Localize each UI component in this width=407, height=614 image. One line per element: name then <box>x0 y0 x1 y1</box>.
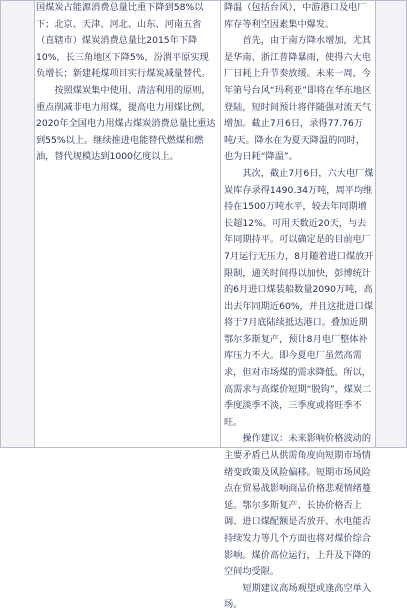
right-para-1: 降温（包括台风），中游港口及电厂库存等利空因素集中爆发。 <box>224 2 367 30</box>
left-margin-column <box>0 0 35 448</box>
right-text-column <box>224 0 374 614</box>
right-para-3: 其次，截止7月6日，六大电厂煤炭库存录得1490.34万吨，周平均维持在1500万吨水平，较去年同期增长超12%。可用天数近20天，与去年同期持平。可以确定是的目前电厂7月运行无压力，8月随着进口煤放开限制，通关时间得以加快，彭博统计的6月进口煤装船数量2090万吨，高出去年同期近60%，并且这批进口煤将于7月底陆续抵达港口。叠加近期鄂尔多斯复产，预计8月电厂整体补库压力不大。即今夏电厂虽然高需求，但对市场煤的需求降低。所以，高需求与高煤价短期“脱钩”，煤炭二季度淡季不淡，三季度或将旺季不旺。 <box>224 167 374 428</box>
right-para-4: 操作建议：未来影响价格波动的主要矛盾已从供需角度向短期市场情绪变政策及风险偏移。短期市场风险点在贸易战影响商品价格悲观情绪蔓延。鄂尔多斯复产、长协价格否上调、进口煤配额是否放开、水电能否持续发力等几个方面也将对煤价综合影响。煤价高位运行，上升及下降的空间均受限。 <box>224 433 372 578</box>
right-para-5: 短期建议高场观望或逢高空单入场。 <box>224 582 372 611</box>
column-divider <box>220 0 221 448</box>
left-para-2: 按照煤炭集中使用、清洁利用的原则，重点削减非电力用煤，提高电力用煤比例，2020年全国电力用煤占煤炭消费总量比重达到55%以上。继续推进电能替代燃煤和燃油，替代规模达到1000亿度以上。 <box>36 84 216 163</box>
right-para-2: 首先，由于南方降水增加，尤其是华南、浙江普降暴雨，使得六大电厂日耗上升节奏放缓。未来一周，今年第号台风“玛利亚”即将在华东地区登陆，短时间预计将伴随强对流天气增加。截止7月6日，录得77.76万吨/天。降水在为夏天降温的同时，也为日耗“降温”。 <box>224 35 372 163</box>
left-para-1: 国煤炭占能源消费总量比重下降到58%以下；北京、天津、河北、山东、河南五省（直辖市）煤炭消费总量比2015年下降10%，长三角地区下降5%，汾渭平原实现负增长；新建耗煤项目实行煤炭减量替代。 <box>36 2 211 80</box>
right-margin-column <box>375 0 407 448</box>
left-text-column <box>36 0 219 166</box>
